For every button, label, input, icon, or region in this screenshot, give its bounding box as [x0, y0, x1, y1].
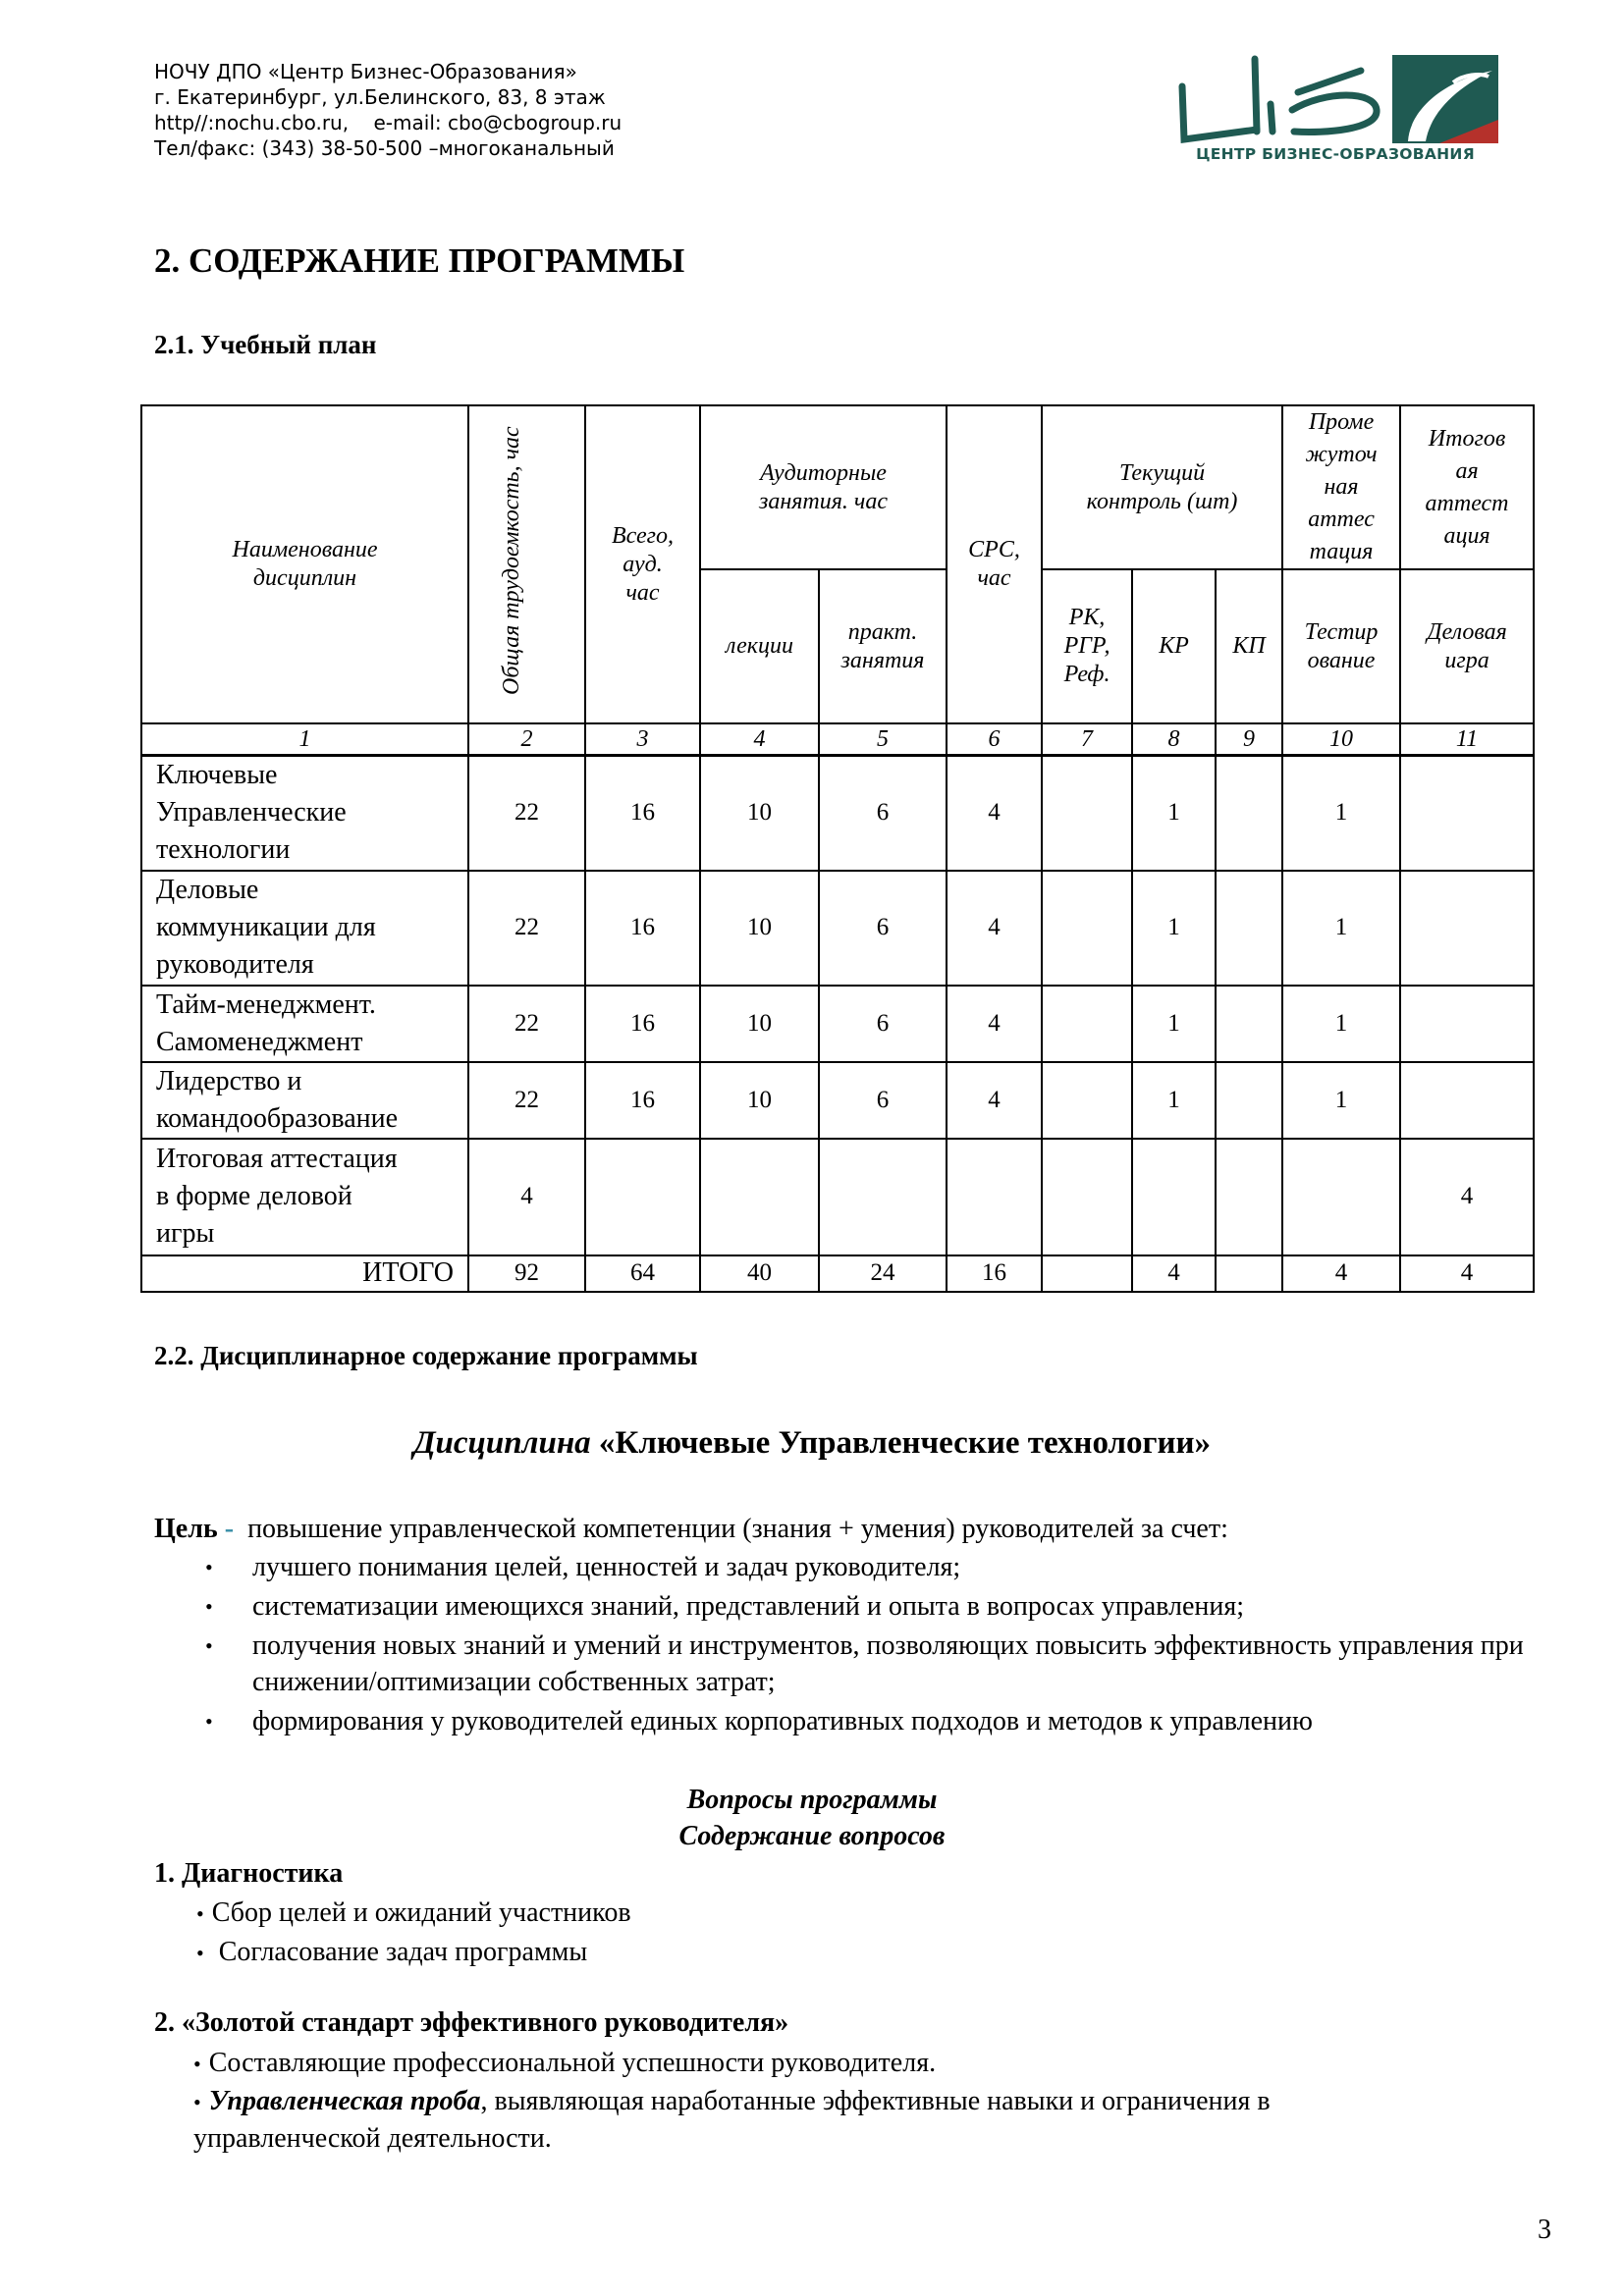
cell: 6 [819, 756, 947, 871]
list-item-continuation: управленческой деятельности. [193, 2123, 552, 2154]
column-number: 7 [1042, 723, 1132, 756]
discipline-name: Деловые коммуникации для руководителя [141, 871, 468, 986]
header-testing: Тестир ование [1282, 569, 1400, 723]
total-cell: 16 [947, 1255, 1042, 1292]
list-item: • Составляющие профессиональной успешности руководителя. [193, 2048, 937, 2078]
discipline-name: Итоговая аттестация в форме деловой игры [141, 1139, 468, 1255]
cell: 22 [468, 986, 585, 1062]
cell: 1 [1132, 756, 1216, 871]
emphasis-text: Управленческая проба [208, 2086, 481, 2116]
header-current-control: Текущий контроль (шт) [1042, 405, 1282, 569]
cell [1042, 986, 1132, 1062]
section-title-gold-standard: 2. «Золотой стандарт эффективного руководителя» [154, 2007, 789, 2038]
cell: 1 [1282, 871, 1400, 986]
column-number: 9 [1216, 723, 1282, 756]
subsection2-title: 2.2. Дисциплинарное содержание программы [154, 1341, 698, 1370]
cell [1042, 1139, 1132, 1255]
list-item: • Управленческая проба, выявляющая наработанные эффективные навыки и ограничения в [193, 2086, 1271, 2116]
cell: 22 [468, 1062, 585, 1139]
org-phone: Тел/факс: (343) 38-50-500 –многоканальный [154, 136, 615, 160]
org-address: г. Екатеринбург, ул.Белинского, 83, 8 этаж [154, 85, 606, 109]
cell [700, 1139, 819, 1255]
questions-heading: Вопросы программы [686, 1785, 938, 1815]
org-web-email: http//:nochu.cbo.ru, e-mail: cbo@cbogroup.ru [154, 111, 623, 134]
total-cell: 4 [1132, 1255, 1216, 1292]
cell [1400, 1062, 1534, 1139]
curriculum-table [140, 404, 1535, 1293]
cell: 16 [585, 1062, 700, 1139]
column-number: 8 [1132, 723, 1216, 756]
cell: 10 [700, 756, 819, 871]
page-number: 3 [1538, 2215, 1551, 2245]
total-cell [1042, 1255, 1132, 1292]
header-discipline-name: Наименование дисциплин [141, 405, 468, 723]
cell [1216, 1139, 1282, 1255]
bullet-icon: • [205, 1633, 213, 1658]
total-cell: 4 [1400, 1255, 1534, 1292]
column-number: 6 [947, 723, 1042, 756]
cell: 16 [585, 986, 700, 1062]
total-cell [1216, 1255, 1282, 1292]
goal-text: повышение управленческой компетенции (знания + умения) руководителей за счет: [247, 1514, 1228, 1544]
bullet-icon: • [205, 1709, 213, 1734]
header-lectures: лекции [700, 569, 819, 723]
header-total-auditory: Всего, ауд. час [585, 405, 700, 723]
bullet-icon: • [193, 2052, 201, 2076]
goal-list [154, 1549, 1548, 1742]
total-cell: 64 [585, 1255, 700, 1292]
cell [1400, 986, 1534, 1062]
cell: 1 [1132, 871, 1216, 986]
cell [1216, 871, 1282, 986]
header-interim-attestation: Проме жуточ ная аттес тация [1282, 405, 1400, 569]
org-name: НОЧУ ДПО «Центр Бизнес-Образования» [154, 60, 577, 83]
cell: 16 [585, 871, 700, 986]
content-heading: Содержание вопросов [678, 1821, 946, 1851]
list-item: • систематизации имеющихся знаний, представлений и опыта в вопросах управления; [154, 1588, 1548, 1625]
cell [1132, 1139, 1216, 1255]
cell [1400, 871, 1534, 986]
column-number: 5 [819, 723, 947, 756]
table-row [141, 1139, 1534, 1255]
cell: 10 [700, 1062, 819, 1139]
discipline-name: Тайм-менеджмент. Самоменеджмент [141, 986, 468, 1062]
section-title-diagnostics: 1. Диагностика [154, 1858, 344, 1889]
total-cell: 92 [468, 1255, 585, 1292]
cell: 6 [819, 1062, 947, 1139]
cell: 4 [947, 871, 1042, 986]
total-label: ИТОГО [141, 1255, 468, 1292]
cell: 6 [819, 871, 947, 986]
goal-line [154, 1512, 1228, 1547]
cell [585, 1139, 700, 1255]
table-row [141, 986, 1534, 1062]
header-kp: КП [1216, 569, 1282, 723]
total-cell: 40 [700, 1255, 819, 1292]
cell: 22 [468, 756, 585, 871]
subsection-title: 2.1. Учебный план [154, 330, 377, 359]
cell: 6 [819, 986, 947, 1062]
discipline-name: Лидерство и командообразование [141, 1062, 468, 1139]
cell [1216, 986, 1282, 1062]
bullet-icon: • [205, 1555, 213, 1579]
header-final-attestation: Итогов ая аттест ация [1400, 405, 1534, 569]
bullet-icon: • [205, 1594, 213, 1619]
column-number: 10 [1282, 723, 1400, 756]
cell [1042, 871, 1132, 986]
header-total-labor: Общая трудоемкость, час [468, 405, 585, 723]
cell: 22 [468, 871, 585, 986]
list-item: • формирования у руководителей единых корпоративных подходов и методов к управлению [154, 1703, 1362, 1739]
cell: 4 [1400, 1139, 1534, 1255]
discipline-name: Ключевые Управленческие технологии [141, 756, 468, 871]
company-logo [1168, 51, 1502, 174]
bullet-icon: • [196, 1941, 204, 1965]
list-item: • Согласование задач программы [196, 1937, 588, 1967]
cell: 1 [1132, 1062, 1216, 1139]
column-number: 4 [700, 723, 819, 756]
logo-caption: ЦЕНТР БИЗНЕС-ОБРАЗОВАНИЯ [1196, 145, 1475, 163]
cell [1216, 756, 1282, 871]
cell: 10 [700, 986, 819, 1062]
cell: 4 [468, 1139, 585, 1255]
column-number: 11 [1400, 723, 1534, 756]
total-cell: 4 [1282, 1255, 1400, 1292]
cell [1216, 1062, 1282, 1139]
cell [1042, 756, 1132, 871]
cell: 1 [1282, 986, 1400, 1062]
column-number: 1 [141, 723, 468, 756]
table-row [141, 756, 1534, 871]
header-business-game: Деловая игра [1400, 569, 1534, 723]
list-item: • Сбор целей и ожиданий участников [196, 1897, 631, 1928]
cell: 1 [1132, 986, 1216, 1062]
discipline-title [0, 1425, 1624, 1462]
cell: 1 [1282, 756, 1400, 871]
column-number: 3 [585, 723, 700, 756]
discipline-name: «Ключевые Управленческие технологии» [598, 1425, 1212, 1461]
bullet-icon: • [193, 2090, 201, 2114]
total-row [141, 1255, 1534, 1292]
goal-dash: - [224, 1514, 235, 1544]
column-number: 2 [468, 723, 585, 756]
table-row [141, 871, 1534, 986]
cell [1400, 756, 1534, 871]
cell: 4 [947, 986, 1042, 1062]
cbo-monogram-icon [1168, 51, 1502, 144]
header-auditory-classes: Аудиторные занятия. час [700, 405, 947, 569]
section-title: 2. СОДЕРЖАНИЕ ПРОГРАММЫ [154, 241, 685, 280]
cell [819, 1139, 947, 1255]
cell: 1 [1282, 1062, 1400, 1139]
cell: 16 [585, 756, 700, 871]
bullet-icon: • [196, 1901, 204, 1926]
header-srs: СРС, час [947, 405, 1042, 723]
cell: 4 [947, 1062, 1042, 1139]
cell: 4 [947, 756, 1042, 871]
list-item: • лучшего понимания целей, ценностей и задач руководителя; [154, 1549, 1548, 1585]
goal-label: Цель [154, 1514, 218, 1544]
cell [947, 1139, 1042, 1255]
header-kr: КР [1132, 569, 1216, 723]
organization-contact-block [154, 59, 622, 161]
list-item: • получения новых знаний и умений и инструментов, позволяющих повысить эффективность управления при снижении/оптимизации собственных затрат; [154, 1628, 1548, 1700]
table-row [141, 1062, 1534, 1139]
total-cell: 24 [819, 1255, 947, 1292]
cell [1282, 1139, 1400, 1255]
header-practice: практ. занятия [819, 569, 947, 723]
cell [1042, 1062, 1132, 1139]
header-rk-rgr-ref: РК, РГР, Реф. [1042, 569, 1132, 723]
discipline-prefix: Дисциплина [412, 1425, 591, 1461]
cell: 10 [700, 871, 819, 986]
column-number-row [141, 723, 1534, 756]
